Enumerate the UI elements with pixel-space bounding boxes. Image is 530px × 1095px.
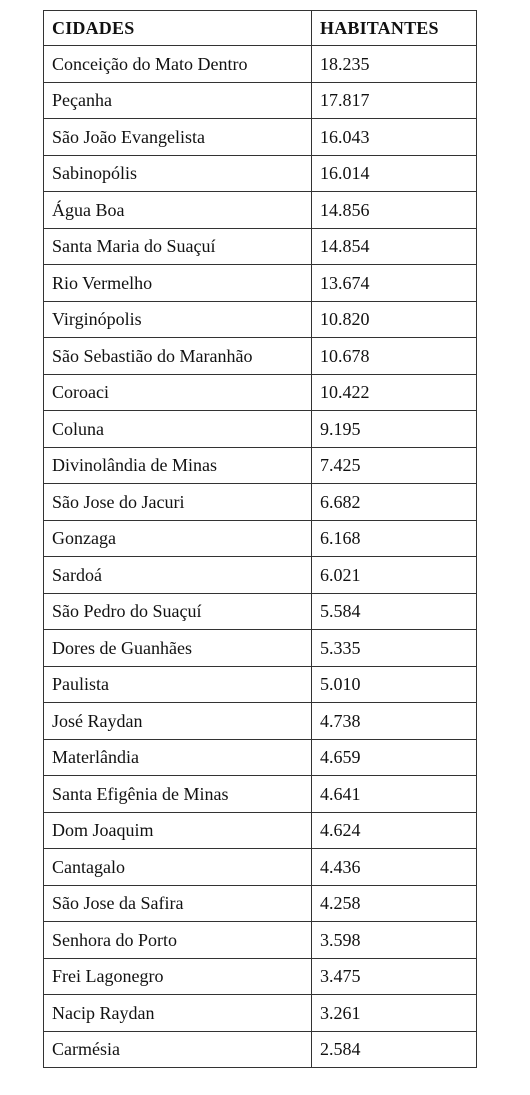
city-cell: Água Boa: [44, 192, 312, 229]
city-cell: São Jose do Jacuri: [44, 484, 312, 521]
table-row: [44, 812, 477, 849]
table-row: [44, 265, 477, 302]
city-cell: Virginópolis: [44, 301, 312, 338]
table-row: [44, 922, 477, 959]
population-cell: 10.820: [312, 301, 477, 338]
city-cell: Sabinopólis: [44, 155, 312, 192]
table-row: [44, 192, 477, 229]
population-cell: 13.674: [312, 265, 477, 302]
table-row: [44, 958, 477, 995]
city-cell: Dom Joaquim: [44, 812, 312, 849]
city-cell: Gonzaga: [44, 520, 312, 557]
city-cell: Coroaci: [44, 374, 312, 411]
population-cell: 4.624: [312, 812, 477, 849]
city-cell: São João Evangelista: [44, 119, 312, 156]
city-cell: Materlândia: [44, 739, 312, 776]
table-row: [44, 776, 477, 813]
population-table: [43, 10, 477, 1068]
table-row: [44, 301, 477, 338]
population-cell: 14.854: [312, 228, 477, 265]
city-cell: Rio Vermelho: [44, 265, 312, 302]
table-row: [44, 411, 477, 448]
population-cell: 3.261: [312, 995, 477, 1032]
population-cell: 18.235: [312, 46, 477, 83]
population-cell: 17.817: [312, 82, 477, 119]
table-row: [44, 593, 477, 630]
table-row: [44, 1031, 477, 1068]
population-cell: 4.258: [312, 885, 477, 922]
header-row: [44, 11, 477, 46]
population-cell: 2.584: [312, 1031, 477, 1068]
table-row: [44, 666, 477, 703]
table-row: [44, 155, 477, 192]
table-row: [44, 82, 477, 119]
population-cell: 16.014: [312, 155, 477, 192]
header-habitantes: HABITANTES: [312, 11, 477, 46]
city-cell: São Pedro do Suaçuí: [44, 593, 312, 630]
city-cell: São Jose da Safira: [44, 885, 312, 922]
population-cell: 3.598: [312, 922, 477, 959]
city-cell: Cantagalo: [44, 849, 312, 886]
table-row: [44, 46, 477, 83]
city-cell: Conceição do Mato Dentro: [44, 46, 312, 83]
population-cell: 16.043: [312, 119, 477, 156]
population-cell: 10.678: [312, 338, 477, 375]
population-cell: 6.168: [312, 520, 477, 557]
table-row: [44, 557, 477, 594]
city-cell: Dores de Guanhães: [44, 630, 312, 667]
population-cell: 5.010: [312, 666, 477, 703]
population-cell: 9.195: [312, 411, 477, 448]
population-cell: 10.422: [312, 374, 477, 411]
table-row: [44, 447, 477, 484]
population-cell: 4.738: [312, 703, 477, 740]
city-cell: São Sebastião do Maranhão: [44, 338, 312, 375]
city-cell: Paulista: [44, 666, 312, 703]
population-cell: 4.659: [312, 739, 477, 776]
header-cidades: CIDADES: [44, 11, 312, 46]
city-cell: Carmésia: [44, 1031, 312, 1068]
table-row: [44, 484, 477, 521]
table-row: [44, 739, 477, 776]
table-row: [44, 228, 477, 265]
population-cell: 5.335: [312, 630, 477, 667]
population-cell: 14.856: [312, 192, 477, 229]
city-cell: Santa Maria do Suaçuí: [44, 228, 312, 265]
population-cell: 5.584: [312, 593, 477, 630]
population-cell: 3.475: [312, 958, 477, 995]
table-row: [44, 995, 477, 1032]
city-cell: Peçanha: [44, 82, 312, 119]
city-cell: Senhora do Porto: [44, 922, 312, 959]
city-cell: Coluna: [44, 411, 312, 448]
table-row: [44, 119, 477, 156]
population-cell: 6.021: [312, 557, 477, 594]
table-header: [44, 11, 477, 46]
city-cell: Frei Lagonegro: [44, 958, 312, 995]
table-row: [44, 630, 477, 667]
city-cell: Divinolândia de Minas: [44, 447, 312, 484]
table-row: [44, 338, 477, 375]
city-cell: Nacip Raydan: [44, 995, 312, 1032]
population-cell: 4.641: [312, 776, 477, 813]
population-cell: 4.436: [312, 849, 477, 886]
table-row: [44, 849, 477, 886]
table-row: [44, 703, 477, 740]
population-cell: 7.425: [312, 447, 477, 484]
population-cell: 6.682: [312, 484, 477, 521]
city-cell: Santa Efigênia de Minas: [44, 776, 312, 813]
table-row: [44, 885, 477, 922]
city-cell: José Raydan: [44, 703, 312, 740]
table-row: [44, 374, 477, 411]
city-cell: Sardoá: [44, 557, 312, 594]
table-body: [44, 46, 477, 1068]
table-row: [44, 520, 477, 557]
